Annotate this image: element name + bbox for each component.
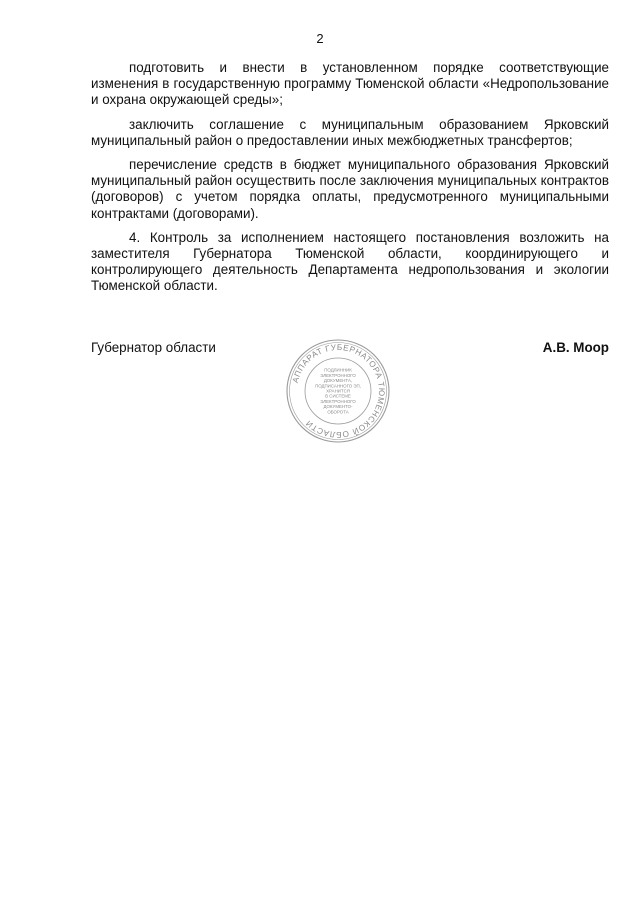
stamp-inner-text (315, 368, 361, 415)
paragraph-agreement: заключить соглашение с муниципальным образованием Ярковский муниципальный район о предоставлении иных межбюджетных трансфертов; (91, 116, 609, 148)
stamp-inner-line: ПОДЛИННИК (324, 367, 352, 373)
paragraph-funds-transfer: перечисление средств в бюджет муниципального образования Ярковский муниципальный район осуществить после заключения муниципальных контрактов (договоров) с учетом порядка оплаты, предусмотренного муниципальными контрактами (договорами). (91, 157, 609, 221)
signer-title: Губернатор области (91, 340, 216, 355)
stamp-inner-line: ДОКУМЕНТО- (323, 404, 353, 410)
paragraph-control: 4. Контроль за исполнением настоящего постановления возложить на заместителя Губернатора Тюменской области, координирующего и контролирующего деятельность Департамента недропользования и экологии Тюменской области. (91, 229, 609, 294)
paragraph-program-changes: подготовить и внести в установленном порядке соответствующие изменения в государственную программу Тюменской области «Недропользование и охрана окружающей среды»; (91, 60, 609, 108)
stamp-outer-text: АППАРАТ ГУБЕРНАТОРА ТЮМЕНСКОЙ ОБЛАСТИ (290, 342, 387, 440)
stamp-inner-line: В СИСТЕМЕ (325, 393, 351, 399)
page-number: 2 (316, 31, 324, 46)
stamp-inner-line: ЭЛЕКТРОННОГО (320, 398, 356, 404)
signer-name: А.В. Моор (542, 340, 609, 355)
stamp-inner-line: ЭЛЕКТРОННОГО (320, 372, 356, 378)
stamp-inner-line: ДОКУМЕНТА, (323, 378, 353, 384)
stamp-inner-line: ОБОРОТА (327, 409, 349, 415)
stamp-inner-line: ПОДПИСАННОГО ЭП, (315, 383, 361, 389)
official-stamp (285, 338, 391, 444)
document-body (91, 60, 609, 303)
stamp-inner-line: ХРАНИТСЯ (326, 388, 350, 394)
